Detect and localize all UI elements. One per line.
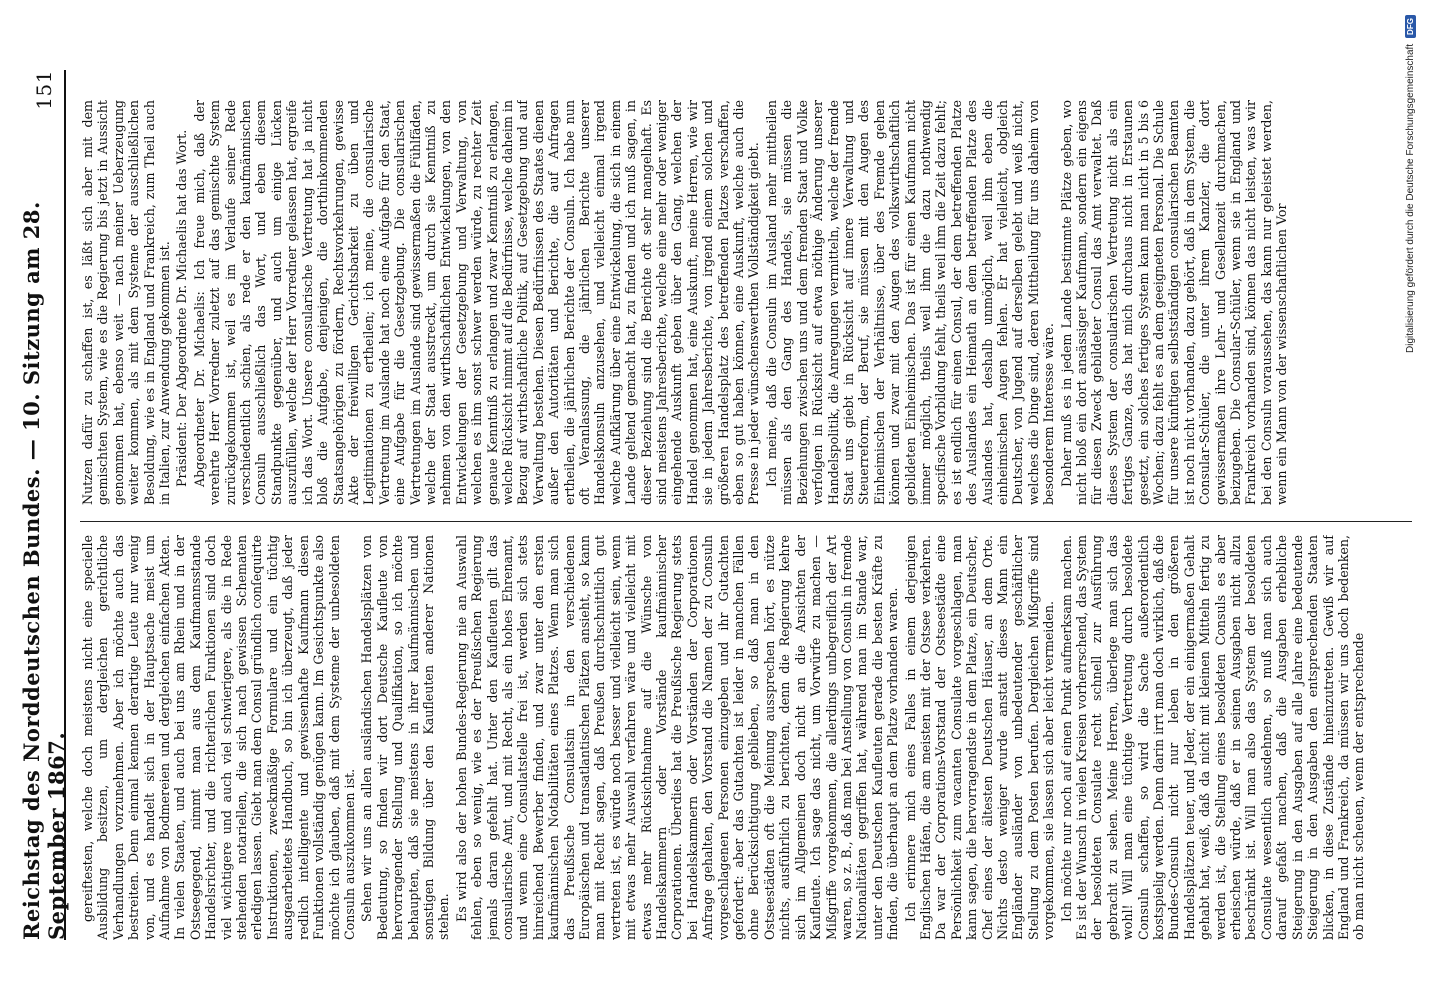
paragraph: Nutzen dafür zu schaffen ist, es läßt sich aber mit dem gemischten System, wie es die Regierung bis jetzt in Aussicht genommen hat, ebenso weit — nach meiner Ueberzeugung weiter kommen, als mit dem Systeme der ausschließlichen Besoldung, wie es in England und Frankreich, zum Theil auch in Italien, zur Anwendung gekommen ist. (80, 100, 173, 505)
page-number: 151 (32, 70, 56, 110)
paragraph: Ich möchte nur noch auf einen Punkt aufmerksam machen. Es ist der Wunsch in vielen Kreisen vorherrschend, das System der besoldeten Consulate recht schnell zur Ausführung gebracht zu sehen. Meine Herren, überlege man sich das wohl! Will man eine tüchtige Vertretung durch besoldete Consuln schaffen, so wird die Sache außerordentlich kostspielig werden. Denn darin irrt man doch wirklich, daß die Bundes-Consuln nicht nur leben in den größeren Handelsplätzen teuer, und Jeder, der ein einigermaßen Gehalt gehabt hat, weiß, daß da nicht mit kleinen Mitteln fertig zu werden ist, die Stellung eines besoldeten Consuls es aber erheischen würde, daß er in seinen Ausgaben nicht allzu beschränkt ist. Will man also das System der besoldeten Consulate wesentlich ausdehnen, so muß man sich auch darauf gefaßt machen, daß die Ausgaben erhebliche Steigerung in den Ausgaben auf alle Jahre eine bedeutende Steigerung in den Ausgaben den entsprechenden Staaten blicken, in diese Zustände hineinzutreten. Gewiß wir auf England und Frankreich, da müssen wir uns doch bedenken, ob man nicht scheuen, wenn der entsprechende (1058, 535, 1367, 940)
page-title: Reichstag des Norddeutschen Bundes. — 10. Sitzung am 28. September 1867. (19, 201, 69, 940)
speaker-paragraph: Abgeordneter Dr. Michaelis: Ich freue mich, daß der verehrte Herr Vorredner zuletzt auf das gemischte System zurückgekommen ist, weil es im Verlaufe seiner Rede verschiedentlich schien, als rede er den kaufmännischen Consuln ausschließlich das Wort, und eben diesem Standpunkte gegenüber, und auch um einige Lücken auszufüllen, welche der Herr Vorredner gelassen hat, ergreife ich das Wort. Unsere consularische Vertretung hat ja nicht bloß die Aufgabe, denjenigen, die dorthinkommenden Staatsangehörigen zu fördern, Rechtsvorkehrungen, gewisse Akte der freiwilligen Gerichtsbarkeit zu üben und Legitimationen zu ertheilen; ich meine, die consularische Vertretung im Auslande hat noch eine Aufgabe für den Staat, eine Aufgabe für die Gesetzgebung. Die consularischen Vertretungen im Auslande sind gewissermaßen die Fühlfäden, welche der Staat ausstreckt, um durch sie Kenntniß zu nehmen von den wirthschaftlichen Entwickelungen, von den Entwickelungen der Gesetzgebung und Verwaltung, von welchen es ihm sonst schwer werden würde, zu rechter Zeit genaue Kenntniß zu erlangen und zwar Kenntniß zu erlangen, welche Rücksicht nimmt auf die Bedürfnisse, welche daheim in Bezug auf wirthschaftliche Politik, auf Gesetzgebung und auf Verwaltung bestehen. Diesen Bedürfnissen des Staates dienen außer den Autoritäten und Berichte, die auf Anfragen ertheilen, die jährlichen Berichte der Consuln. Ich habe nun oft Veranlassung, die jährlichen Berichte unserer Handelskonsuln anzusehen, und vielleicht einmal irgend welche Aufklärung über eine Entwickelung, die sich in einem Lande geltend gemacht hat, zu finden und ich muß sagen, in dieser Beziehung sind die Berichte oft sehr mangelhaft. Es sind meistens Jahresberichte, welche eine mehr oder weniger eingehende Auskunft geben über den Gang, welchen der Handel genommen hat, eine Auskunft, meine Herren, wie wir sie in jedem Jahresberichte, von irgend einem solchen und größeren Handelsplatz des betreffenden Platzes verschaffen, eben so gut haben können, eine Auskunft, welche auch die Presse in jeder wünschenswerthen Vollständigkeit giebt. (191, 100, 762, 505)
paragraph: Es wird also der hohen Bundes-Regierung nie an Auswahl fehlen, eben so wenig, wie es der Preußischen Regierung jemals daran gefehlt hat. Unter den Kaufleuten gilt das consularische Amt, und mit Recht, als ein hohes Ehrenamt, und wenn eine Consulatstelle frei ist, werden sich stets hinreichend Bewerber finden, und zwar unter den ersten kaufmännischen Notabilitäten eines Platzes. Wenn man sich das Preußische Consulatsin in den verschiedenen Europäischen und transatlantischen Plätzen ansieht, so kann man mit Recht sagen, daß Preußen durchschnittlich gut vertreten ist, es würde noch besser und vielleicht sein, wenn mit etwas mehr Auswahl verfahren wäre und vielleicht mit etwas mehr Rücksichtnahme auf die Wünsche von Handelskammern oder Vorstände kaufmännischer Corporationen. Überdies hat die Preußische Regierung stets bei Handelskammern oder Vorständen der Corporationen Anfrage gehalten, den Vorstand die Namen der zu Consuln vorgeschlagenen Personen einzugeben und ihr Gutachten gefordert: aber das Gutachten ist leider in manchen Fällen ohne Berücksichtigung geblieben, so daß man in den Ostseestädten oft die Meinung aussprechen hört, es nütze nichts, ausführlich zu berichten, denn die Regierung kehre sich im Allgemeinen doch nicht an die Ansichten der Kaufleute. Ich sage das nicht, um Vorwürfe zu machen — Mißgriffe vorgekommen, die allerdings unbegreiflich der Art waren, so z. B., daß man bei Anstellung von Consuln in fremde Nationalitäten gegriffen hat, während man im Stande war, unter den Deutschen Kaufleuten gerade die besten Kräfte zu finden, die überhaupt an dem Platze vorhanden waren. (453, 535, 901, 940)
paragraph: Sehen wir uns an allen ausländischen Handelsplätzen von Bedeutung, so finden wir dort Deutsche Kaufleute von hervorragender Stellung und Qualifikation, so ich möchte behaupten, daß sie meistens in ihrer kaufmännischen und sonstigen Bildung über den Kaufleuten anderer Nationen stehen. (359, 535, 452, 940)
column-divider (80, 521, 1412, 522)
left-column (80, 535, 1402, 940)
paragraph: Ich meine, daß die Consuln im Ausland mehr mittheilen müssen als den Gang des Handels, sie müssen die Beziehungen zwischen uns und dem fremden Staat und Volke verfolgen in Rücksicht auf etwa nöthige Änderung unserer Handelspolitik, die Anregungen vermitteln, welche der fremde Staat uns giebt in Rücksicht auf innere Verwaltung und Steuerreform, der Beruf, sie müssen mit den Augen des Einheimischen der Verhältnisse, über des Fremde gehen können und zwar mit den Augen des volkswirthschaftlich gebildeten Einheimischen. Das ist für einen Kaufmann nicht immer möglich, theils weil ihm die dazu nothwendig specifische Vorbildung fehlt, theils weil ihm die Zeit dazu fehlt; es ist endlich für einen Consul, der dem betreffenden Platze des Auslandes ein Heimath an dem betreffenden Platze des Auslandes hat, deshalb unmöglich, weil ihm eben die einheimischen Augen fehlen. Er hat vielleicht, obgleich Deutscher, von Jugend auf derselben gelebt und weiß nicht, welches die Dinge sind, deren Mittheilung für uns daheim von besonderem Interesse wäre. (763, 100, 1057, 505)
dfg-logo: DFG (1405, 15, 1416, 38)
credit-text: Digitalisierung gefördert durch die Deutsche Forschungsgemeinschaft (1405, 43, 1416, 353)
digitization-credit (1405, 15, 1416, 353)
paragraph: Daher muß es in jedem Lande bestimmte Plätze geben, wo nicht bloß ein dort ansässiger Kaufmann, sondern ein eigens für diesen Zweck gebildeter Consul das Amt verwaltet. Daß dieses System der consularischen Vertretung nicht als ein fertiges Ganze, das hat mich durchaus nicht in Erstaunen gesetzt, ein solches fertiges System kann man nicht in 5 bis 6 Wochen; dazu fehlt es an dem geeigneten Personal. Die Schule für unsere künftigen selbstständigen consularischen Beamten ist noch nicht vorhanden, dazu gehört, daß in dem System, die Consular-Schüler, die unter ihrem Kanzler, die dort gewissermaßen ihre Lehr- und Gesellenzeit durchmachen, beizugeben. Die Consular-Schüler, wenn sie in England und Frankreich vorhanden sind, können das nicht leisten, was wir bei den Consuln voraussehen, das kann nur geleistet werden, wenn ein Mann von der wissenschaftlichen Vor (1058, 100, 1290, 505)
right-column (80, 100, 1402, 505)
paragraph: gereiftesten, welche doch meistens nicht eine specielle Ausbildung besitzen, um dergleichen gerichtliche Verhandlungen vorzunehmen. Aber ich möchte auch das bestreiten. Denn einmal kennen derartige Leute nur wenig von, und es handelt sich in der Hauptsache meist um Aufnahme von Bodmereien und dergleichen einfachen Akten. In vielen Staaten, und auch bei uns am Rhein und in der Ostseegegend, nimmt man aus dem Kaufmannsstande Handelsrichter, und die richterlichen Funktionen sind doch viel wichtigere und auch viel schwierigere, als die in Rede stehenden notariellen, die sich nach gewissen Schematen erledigen lassen. Giebt man dem Consul gründlich conſequirte Instruktionen, zweckmäßige Formulare und ein tüchtig ausgearbeitetes Handbuch, so bin ich überzeugt, daß jeder redlich intelligente und gewissenhafte Kaufmann diesen Funktionen vollständig genügen kann. Im Gesichtspunkte also möchte ich glauben, daß mit dem Systeme der unbesoldeten Consuln auszukommen ist. (80, 535, 357, 940)
running-head (19, 70, 69, 940)
speaker-paragraph: Präsident: Der Abgeordnete Dr. Michaelis hat das Wort. (174, 129, 190, 487)
paragraph: Ich erinnere mich eines Falles in einem derjenigen Englischen Häfen, die am meisten mit der Ostsee verkehren. Da war der Corporations-Vorstand der Ostseestädte eine Persönlichkeit zum vacanten Consulate vorgeschlagen, man kann sagen, die hervorragendste in dem Platze, ein Deutscher, Chef eines der ältesten Deutschen Häuser, an dem Orte. Nichts desto weniger wurde anstatt dieses Mann ein Engländer ausländer von unbedeutender geschäftlicher Stellung zu dem Posten berufen. Dergleichen Mißgriffe sind vorgekommen, sie lassen sich aber leicht vermeiden. (902, 535, 1057, 940)
